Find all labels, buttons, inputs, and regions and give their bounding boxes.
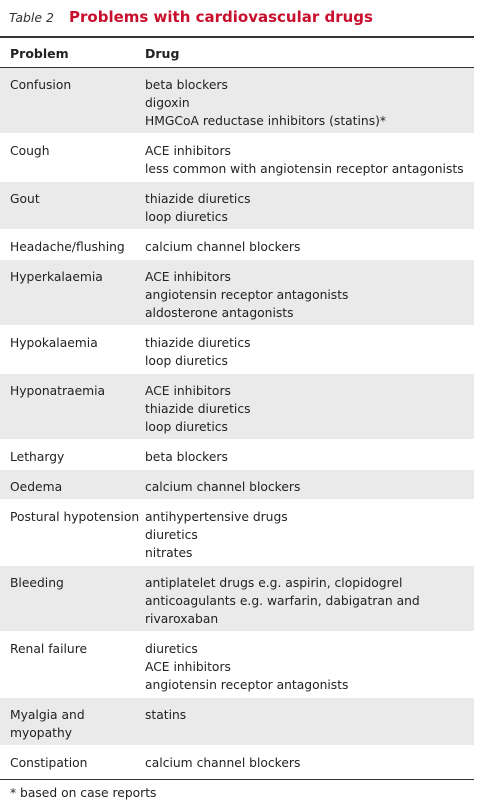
drug-cell	[145, 706, 470, 724]
drug-item: anticoagulants e.g. warfarin, dabigatran and	[145, 594, 420, 608]
table-row	[0, 260, 474, 326]
header-problem: Problem	[10, 46, 69, 61]
problem-cell: Bleeding	[10, 576, 64, 590]
drug-item: less common with angiotensin receptor antagonists	[145, 162, 464, 176]
drug-item: ACE inhibitors	[145, 384, 231, 398]
table-number: Table 2	[9, 10, 55, 25]
drug-item: beta blockers	[145, 78, 228, 92]
drug-item: antihypertensive drugs	[145, 510, 288, 524]
drug-cell	[145, 508, 470, 562]
drug-cell	[145, 640, 470, 694]
problem-cell: Constipation	[10, 756, 88, 770]
drug-item: calcium channel blockers	[145, 240, 301, 254]
drug-item: ACE inhibitors	[145, 270, 231, 284]
table-row	[0, 230, 474, 260]
drug-cell	[145, 478, 470, 496]
drug-item: diuretics	[145, 642, 198, 656]
drug-cell	[145, 448, 470, 466]
table-title: Problems with cardiovascular drugs	[69, 8, 373, 26]
drug-cell	[145, 238, 470, 256]
problem-cell: Postural hypotension	[10, 510, 140, 524]
bottom-rule	[0, 779, 474, 780]
problem-cell: Hypokalaemia	[10, 336, 98, 350]
table-row	[0, 566, 474, 632]
drug-item: thiazide diuretics	[145, 336, 251, 350]
drug-item: calcium channel blockers	[145, 480, 301, 494]
problem-cell: Oedema	[10, 480, 63, 494]
drug-cell	[145, 334, 470, 370]
table-row	[0, 698, 474, 746]
drug-item: thiazide diuretics	[145, 402, 251, 416]
table-row	[0, 632, 474, 698]
header-drug: Drug	[145, 46, 180, 61]
drug-item: rivaroxaban	[145, 612, 219, 626]
footnote: * based on case reports	[10, 786, 157, 800]
table-row	[0, 374, 474, 440]
problem-cell: Myalgia and myopathy	[10, 708, 85, 740]
drug-cell	[145, 142, 470, 178]
drug-item: statins	[145, 708, 187, 722]
table-header	[0, 38, 474, 68]
problem-cell: Headache/flushing	[10, 240, 125, 254]
drug-item: loop diuretics	[145, 354, 228, 368]
drug-cell	[145, 268, 470, 322]
table-row	[0, 746, 474, 776]
drug-cell	[145, 574, 470, 628]
drug-item: beta blockers	[145, 450, 228, 464]
table-row	[0, 470, 474, 500]
drug-item: HMGCoA reductase inhibitors (statins)*	[145, 114, 387, 128]
table-row	[0, 68, 474, 134]
table-body	[0, 68, 474, 776]
drug-cell	[145, 754, 470, 772]
drug-item: calcium channel blockers	[145, 756, 301, 770]
drug-item: digoxin	[145, 96, 190, 110]
drug-cell	[145, 76, 470, 130]
table-row	[0, 326, 474, 374]
problem-cell: Confusion	[10, 78, 72, 92]
drug-item: aldosterone antagonists	[145, 306, 294, 320]
drug-item: angiotensin receptor antagonists	[145, 288, 349, 302]
drug-item: thiazide diuretics	[145, 192, 251, 206]
drug-item: loop diuretics	[145, 210, 228, 224]
drug-cell	[145, 382, 470, 436]
drug-item: nitrates	[145, 546, 193, 560]
drug-item: diuretics	[145, 528, 198, 542]
problem-cell: Renal failure	[10, 642, 88, 656]
table-row	[0, 440, 474, 470]
problem-cell: Hyponatraemia	[10, 384, 106, 398]
table-row	[0, 182, 474, 230]
problem-cell: Gout	[10, 192, 40, 206]
table-row	[0, 134, 474, 182]
drug-item: ACE inhibitors	[145, 144, 231, 158]
table-row	[0, 500, 474, 566]
table-caption	[9, 8, 373, 30]
drug-item: antiplatelet drugs e.g. aspirin, clopidogrel	[145, 576, 403, 590]
drug-item: angiotensin receptor antagonists	[145, 678, 349, 692]
drug-item: loop diuretics	[145, 420, 228, 434]
problem-cell: Hyperkalaemia	[10, 270, 103, 284]
problem-cell: Cough	[10, 144, 50, 158]
problem-cell: Lethargy	[10, 450, 65, 464]
drug-item: ACE inhibitors	[145, 660, 231, 674]
drug-cell	[145, 190, 470, 226]
